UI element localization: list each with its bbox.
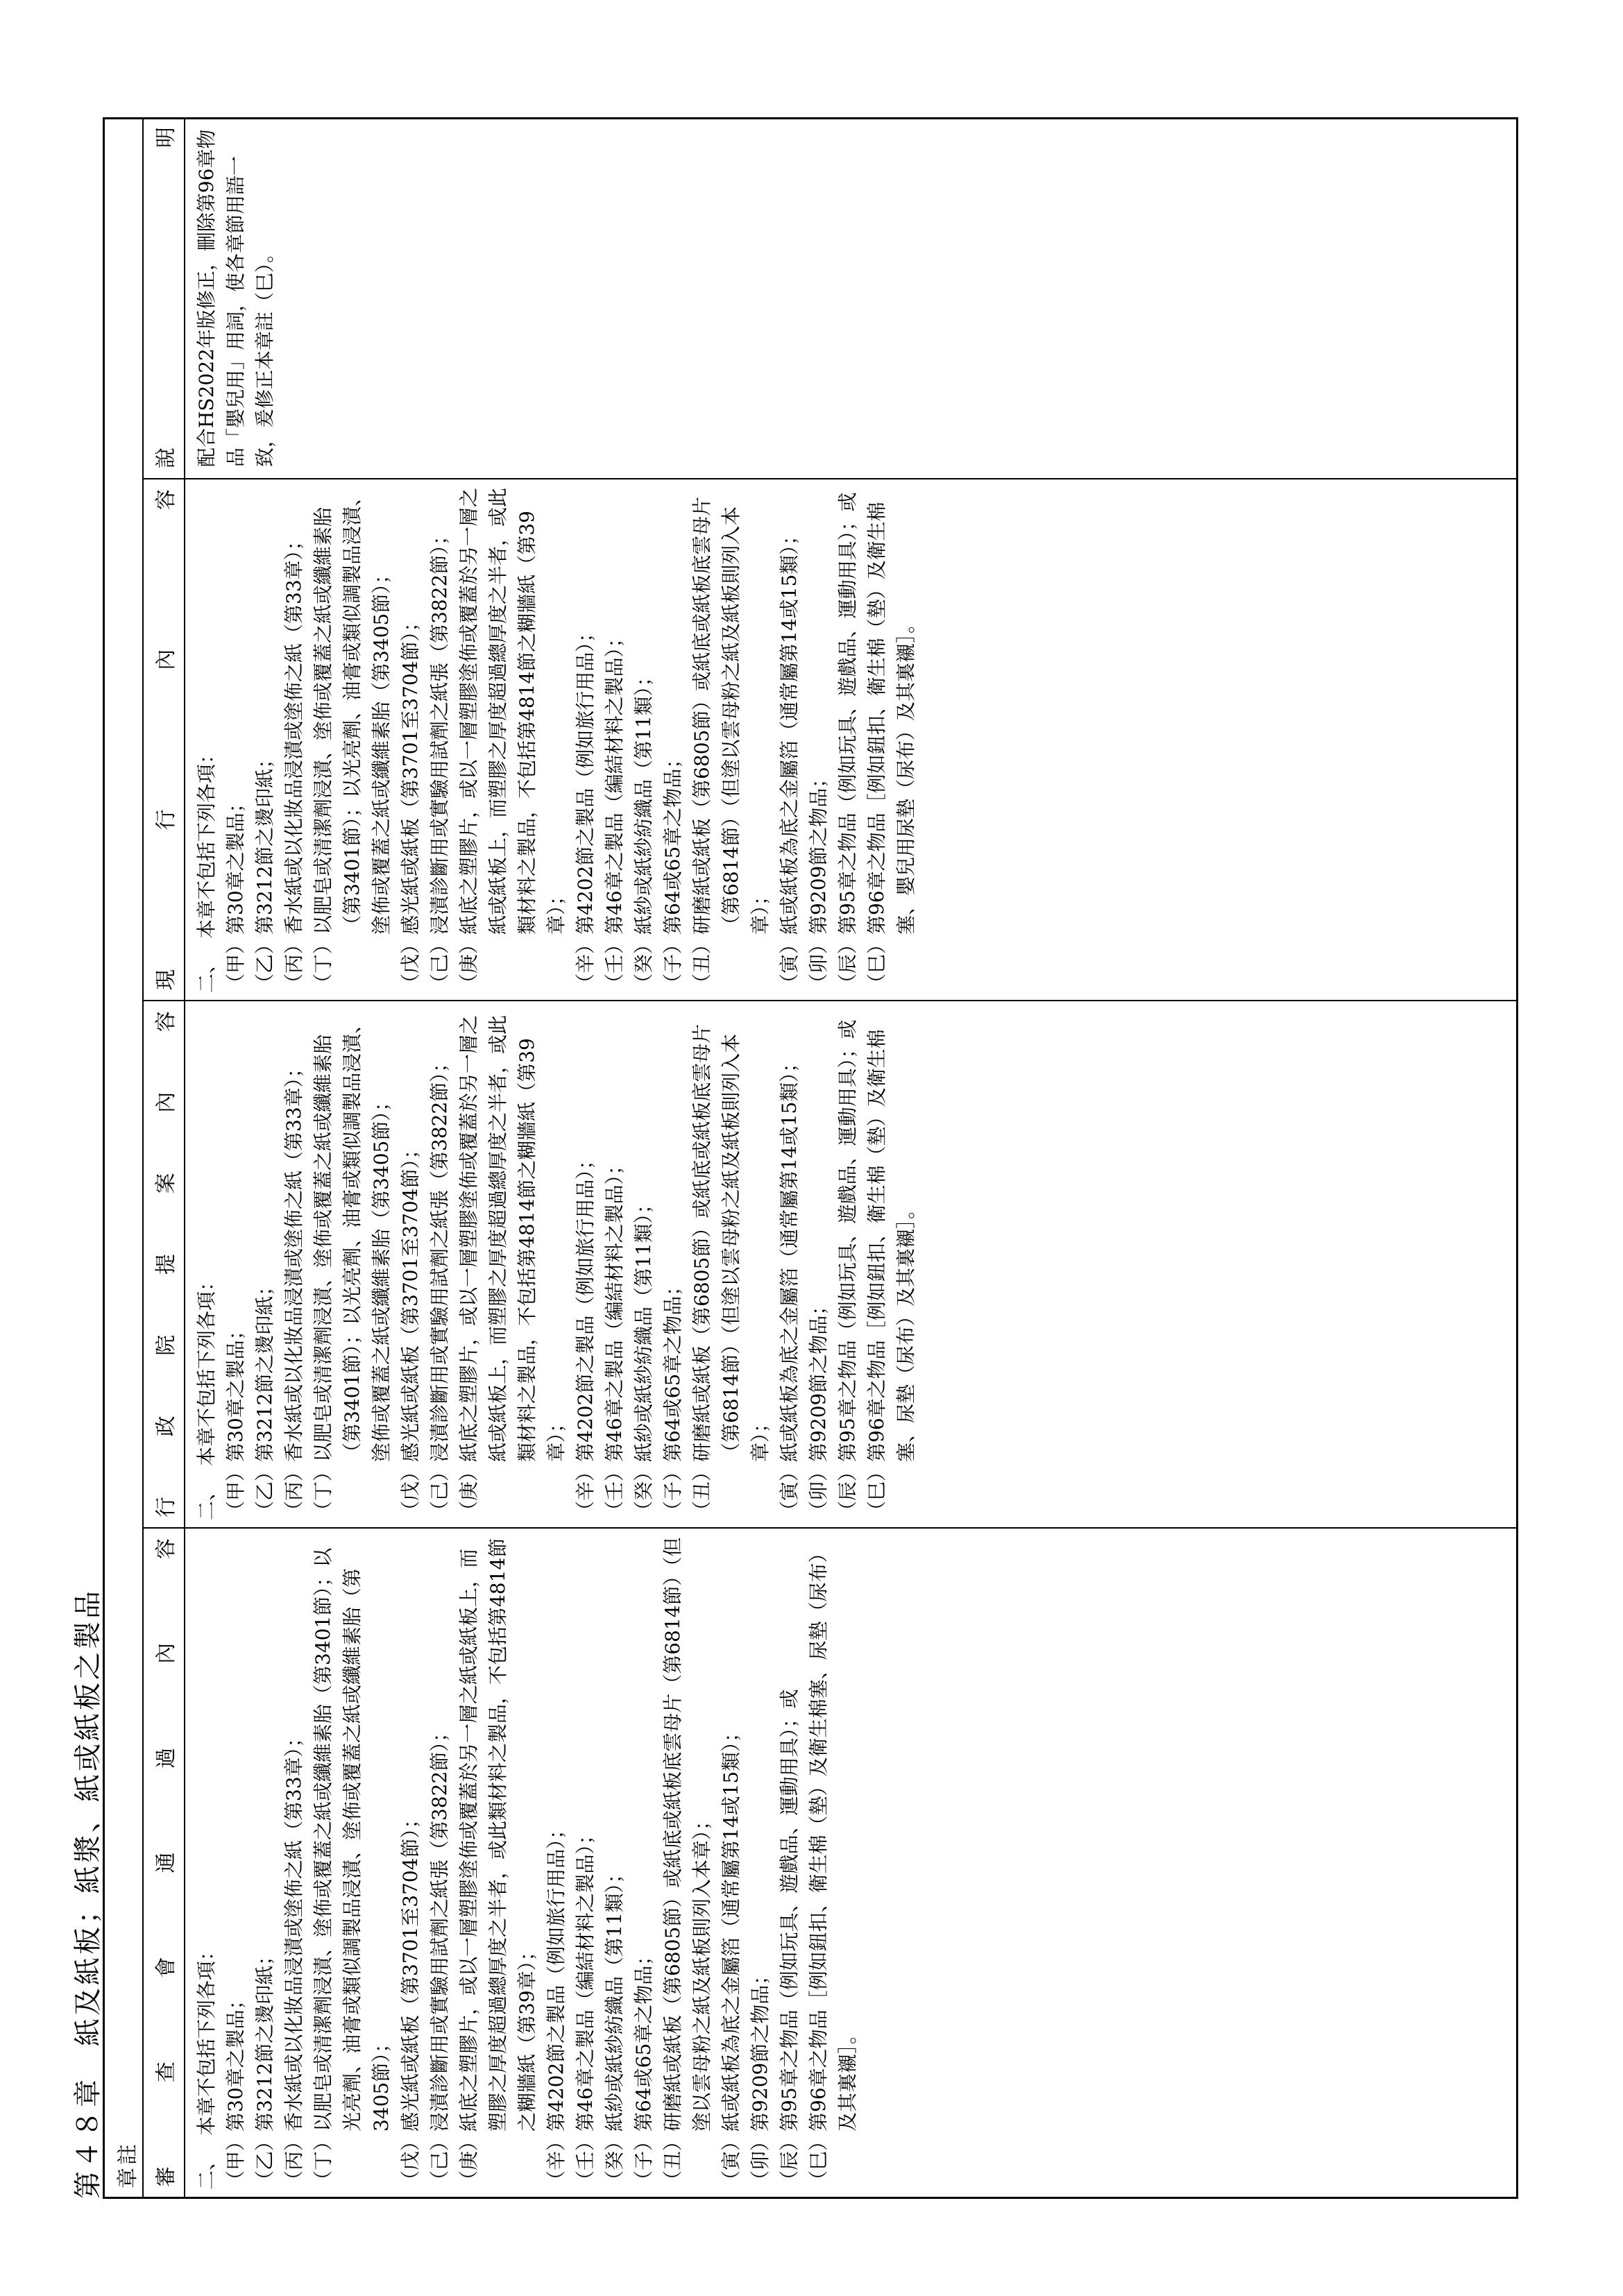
- explanation-text: 配合HS2022年版修正，刪除第96章物品「嬰兒用」用詞，使各章節用語一致，爰修正本章註（巳）。: [195, 129, 276, 467]
- column-review-passed: [144, 1527, 1516, 2197]
- list-item: （戊） 感光紙或紙板（第3701至3704節）；: [399, 1139, 422, 1520]
- list-item: （辰） 第95章之物品（例如玩具、遊戲品、運動用具）；或: [836, 1019, 859, 1520]
- column-executive-proposal: [144, 1000, 1516, 1527]
- list-item: （己） 浸漬診斷用或實驗用試劑之紙張（第3822節）；: [428, 1722, 451, 2190]
- list-item: （丑） 研磨紙或紙板（第6805節）或紙底或紙板底雲母片（第6814節）（但塗以雲母粉之紙及紙板則列入本章）；: [690, 496, 772, 993]
- list-item: （寅） 紙或紙板為底之金屬箔（通常屬第14或15類）；: [778, 525, 801, 993]
- column-header-current-content: 現 行 內 容: [144, 479, 185, 1000]
- list-item: （乙） 第3212節之燙印紙；: [253, 1946, 276, 2190]
- column-header-review-passed: 審 查 會 通 過 內 容: [144, 1529, 185, 2197]
- list-item: （卯） 第9209節之物品；: [807, 768, 830, 993]
- column-body-executive-proposal: [185, 1001, 921, 1527]
- list-item: （庚） 紙底之塑膠片，或以一層塑膠塗佈或覆蓋於另一層之紙或紙板上，而塑膠之厚度超過總厚度之半者，或此類材料之製品，不包括第4814節之糊牆紙（第39章）；: [457, 1538, 538, 2190]
- list-item: （戊） 感光紙或紙板（第3701至3704節）；: [399, 1809, 422, 2190]
- list-item: （癸） 紙紗或紙紗紡織品（第11類）；: [603, 1864, 626, 2190]
- list-item: （卯） 第9209節之物品；: [749, 1965, 772, 2190]
- comparison-table: [103, 117, 1518, 2199]
- list-item: （寅） 紙或紙板為底之金屬箔（通常屬第14或15類）；: [720, 1722, 742, 2190]
- list-item: 二、 本章不包括下列各項：: [195, 1271, 218, 1520]
- list-item: （乙） 第3212節之燙印紙；: [253, 749, 276, 993]
- list-item: （戊） 感光紙或紙板（第3701至3704節）；: [399, 612, 422, 993]
- column-header-executive-proposal: 行 政 院 提 案 內 容: [144, 1001, 185, 1527]
- list-item: （丙） 香水紙或以化妝品浸漬或塗佈之紙（第33章）；: [282, 1058, 305, 1520]
- list-item: （巳） 第96章之物品［例如鈕扣、衛生棉（墊）及衛生棉塞、尿墊（尿布）及其裏襯］。: [807, 1543, 859, 2190]
- list-item: （辰） 第95章之物品（例如玩具、遊戲品、運動用具）；或: [836, 492, 859, 993]
- column-body-current-content: [185, 479, 921, 1000]
- column-header-explanation: 說 明: [144, 117, 185, 478]
- list-item: （辛） 第4202節之製品（例如旅行用品）；: [574, 1150, 597, 1520]
- list-item: （乙） 第3212節之燙印紙；: [253, 1276, 276, 1520]
- list-item: （丁） 以肥皂或清潔劑浸漬、塗佈或覆蓋之紙或纖維素胎（第3401節）；以光亮劑、油膏或類似調製品浸漬、塗佈或覆蓋之紙或纖維素胎（第3405節）；: [312, 1547, 393, 2190]
- list-item: （丙） 香水紙或以化妝品浸漬或塗佈之紙（第33章）；: [282, 1728, 305, 2190]
- column-explanation: [144, 117, 1516, 478]
- list-item: 二、 本章不包括下列各項：: [195, 744, 218, 993]
- list-item: （己） 浸漬診斷用或實驗用試劑之紙張（第3822節）；: [428, 1053, 451, 1520]
- list-item: （子） 第64或65章之物品；: [632, 1946, 655, 2190]
- column-body-review-passed: [185, 1529, 863, 2197]
- list-item: （辛） 第4202節之製品（例如旅行用品）；: [574, 622, 597, 993]
- list-item: （寅） 紙或紙板為底之金屬箔（通常屬第14或15類）；: [778, 1053, 801, 1520]
- list-item: （己） 浸漬診斷用或實驗用試劑之紙張（第3822節）；: [428, 525, 451, 993]
- column-current-content: [144, 478, 1516, 1000]
- list-item: （辛） 第4202節之製品（例如旅行用品）；: [545, 1819, 568, 2190]
- list-item: （庚） 紙底之塑膠片，或以一層塑膠塗佈或覆蓋於另一層之紙或紙板上，而塑膠之厚度超過總厚度之半者，或此類材料之製品，不包括第4814節之糊牆紙（第39章）；: [457, 1014, 568, 1520]
- list-item: （丁） 以肥皂或清潔劑浸漬、塗佈或覆蓋之紙或纖維素胎（第3401節）；以光亮劑、油膏或類似調製品浸漬、塗佈或覆蓋之紙或纖維素胎（第3405節）；: [312, 486, 393, 993]
- list-item: （巳） 第96章之物品［例如鈕扣、衛生棉（墊）及衛生棉塞、尿墊（尿布）及其裏襯］。: [865, 1029, 917, 1520]
- list-item: （辰） 第95章之物品（例如玩具、遊戲品、運動用具）；或: [778, 1689, 801, 2190]
- list-item: （丑） 研磨紙或紙板（第6805節）或紙底或紙板底雲母片（第6814節）（但塗以雲母粉之紙及紙板則列入本章）；: [690, 1023, 772, 1520]
- list-item: （巳） 第96章之物品［例如鈕扣、衛生棉（墊）及衛生棉塞、嬰兒用尿墊（尿布）及其裏襯］。: [865, 502, 917, 993]
- table-subtitle: 章註: [105, 119, 144, 2197]
- list-item: （甲） 第30章之製品；: [224, 1320, 247, 1520]
- list-item: （庚） 紙底之塑膠片，或以一層塑膠塗佈或覆蓋於另一層之紙或紙板上，而塑膠之厚度超過總厚度之半者，或此類材料之製品，不包括第4814節之糊牆紙（第39章）；: [457, 487, 568, 993]
- list-item: （甲） 第30章之製品；: [224, 1990, 247, 2190]
- document-title: 第４８章 紙及紙板；紙漿、紙或紙板之製品: [72, 1588, 104, 2199]
- list-item: （壬） 第46章之製品（編結材料之製品）；: [603, 1155, 626, 1520]
- list-item: （癸） 紙紗或紙紗紡織品（第11類）；: [632, 667, 655, 993]
- list-item: （丁） 以肥皂或清潔劑浸漬、塗佈或覆蓋之紙或纖維素胎（第3401節）；以光亮劑、油膏或類似調製品浸漬、塗佈或覆蓋之紙或纖維素胎（第3405節）；: [312, 1014, 393, 1520]
- list-item: （丙） 香水紙或以化妝品浸漬或塗佈之紙（第33章）；: [282, 531, 305, 993]
- list-item: （甲） 第30章之製品；: [224, 793, 247, 993]
- list-item: 二、 本章不包括下列各項：: [195, 1941, 218, 2190]
- list-item: （子） 第64或65章之物品；: [661, 749, 684, 993]
- list-item: （子） 第64或65章之物品；: [661, 1276, 684, 1520]
- list-item: （丑） 研磨紙或紙板（第6805節）或紙底或紙板底雲母片（第6814節）（但塗以雲母粉之紙及紙板則列入本章）；: [661, 1537, 713, 2190]
- list-item: （卯） 第9209節之物品；: [807, 1295, 830, 1520]
- list-item: （壬） 第46章之製品（編結材料之製品）；: [603, 628, 626, 993]
- list-item: （壬） 第46章之製品（編結材料之製品）；: [574, 1825, 597, 2190]
- list-item: （癸） 紙紗或紙紗紡織品（第11類）；: [632, 1194, 655, 1520]
